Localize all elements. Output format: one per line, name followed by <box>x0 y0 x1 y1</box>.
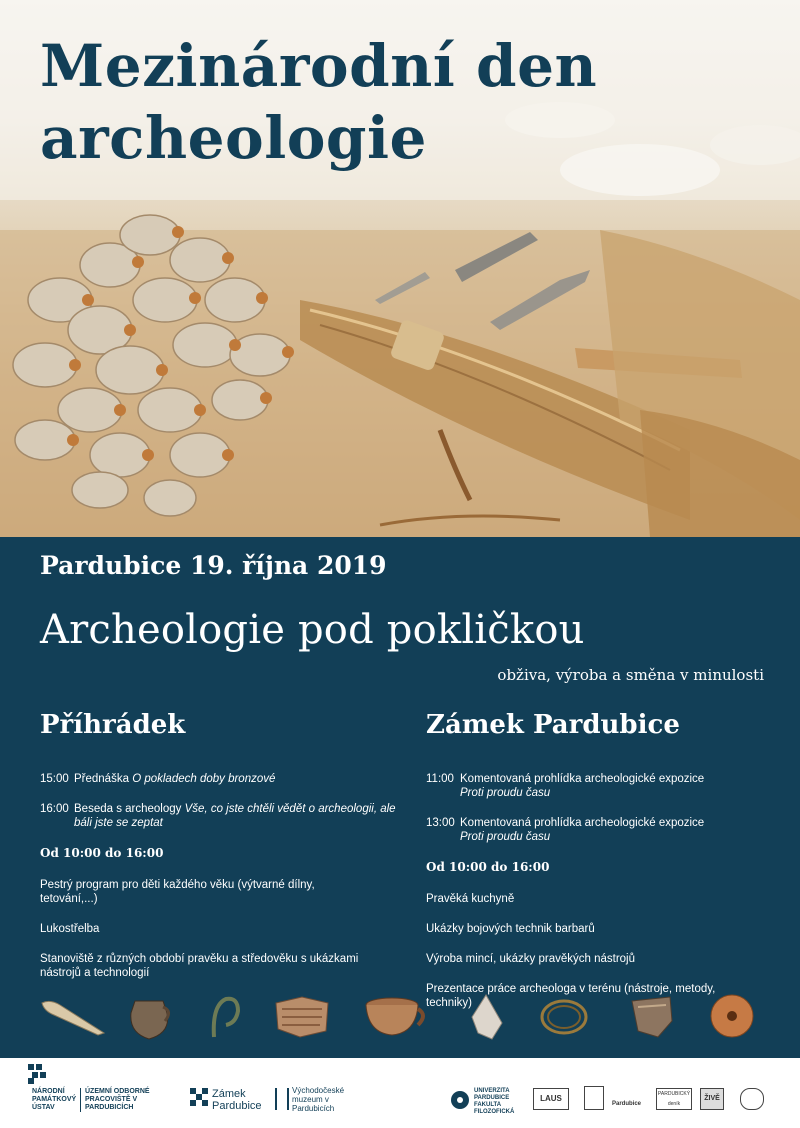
univerzita-logo-text: UNIVERZITA PARDUBICE FAKULTA FILOZOFICKÁ <box>474 1088 515 1115</box>
npu-logo-name: NÁRODNÍ PAMÁTKOVÝ ÚSTAV <box>32 1088 77 1111</box>
bronze-ring-artifact <box>208 993 244 1039</box>
activity-item: Ukázky bojových technik barbarů <box>426 923 595 935</box>
activity-item: Lukostřelba <box>40 923 100 935</box>
venue-prihradek <box>40 710 400 996</box>
flint-arrowhead-artifact <box>468 993 504 1041</box>
time-range: Od 10:00 do 16:00 <box>40 846 164 860</box>
program-item <box>40 772 400 786</box>
program-text: Přednáška <box>74 773 133 785</box>
muzeum-logo-text: Východočeské muzeum v Pardubicích <box>292 1086 345 1113</box>
partner-logos <box>0 1058 800 1128</box>
program-text: Komentovaná prohlídka archeologické expozice <box>460 773 705 785</box>
venue-heading: Zámek Pardubice <box>426 710 680 740</box>
clay-cup-artifact <box>362 993 428 1039</box>
activity-item: Pravěká kuchyně <box>426 893 515 905</box>
event-date-location: Pardubice 19. října 2019 <box>40 551 387 580</box>
program-time: 15:00 <box>40 773 69 785</box>
venue-zamek-pardubice <box>426 710 786 1026</box>
activity-item: Prezentace práce archeologa v terénu (nástroje, metody, techniky) <box>426 983 716 1009</box>
title-line-1: Mezinárodní den <box>40 32 598 100</box>
venue-heading: Příhrádek <box>40 710 186 740</box>
program-item <box>426 816 786 844</box>
artifacts-row <box>0 985 800 1050</box>
pottery-shard-artifact <box>272 993 332 1039</box>
program-time: 16:00 <box>40 803 69 815</box>
bone-point-artifact <box>40 997 106 1037</box>
program-title: O pokladech doby bronzové <box>132 773 276 785</box>
zamek-logo-text: Zámek Pardubice <box>212 1088 262 1112</box>
program-item <box>40 802 400 830</box>
poster-title <box>40 30 597 174</box>
program-title: Proti proudu času <box>460 831 551 843</box>
activity-item: Výroba mincí, ukázky pravěkých nástrojů <box>426 953 636 965</box>
pardubice-city-logo: Pardubice <box>612 1101 642 1107</box>
program-title: Proti proudu času <box>460 787 551 799</box>
time-range: Od 10:00 do 16:00 <box>426 860 550 874</box>
laus-logo: LAUS <box>533 1088 569 1110</box>
partner-emblem-icon <box>740 1088 764 1110</box>
clay-pot-artifact <box>125 993 173 1041</box>
program-item <box>426 772 786 800</box>
title-line-2: archeologie <box>40 104 427 172</box>
program-text: Beseda s archeology <box>74 803 185 815</box>
zamek-logo-icon <box>188 1086 210 1108</box>
decorated-shard-artifact <box>628 993 674 1039</box>
bronze-wire-artifact <box>538 993 590 1039</box>
program-time: 11:00 <box>426 773 454 785</box>
denik-logo: PARDUBICKÝ deník <box>656 1088 692 1110</box>
activity-item: Pestrý program pro děti každého věku (výtvarné dílny, tetování,...) <box>40 879 315 905</box>
program-text: Komentovaná prohlídka archeologické expozice <box>460 817 705 829</box>
program-time: 13:00 <box>426 817 455 829</box>
spindle-whorl-artifact <box>708 991 756 1041</box>
event-tagline: obživa, výroba a směna v minulosti <box>497 666 764 684</box>
activity-item: Stanoviště z různých období pravěku a středověku s ukázkami nástrojů a technologií <box>40 953 359 979</box>
npu-logo-icon <box>28 1064 50 1084</box>
npu-branch: ÚZEMNÍ ODBORNÉ PRACOVIŠTĚ V PARDUBICÍCH <box>80 1088 155 1112</box>
program-title: Vše, co jste chtěli vědět o archeologii, ale báli jste se zeptat <box>74 803 396 829</box>
event-title: Archeologie pod pokličkou <box>40 607 585 653</box>
zive-logo: ŽIVĚ <box>700 1088 724 1110</box>
univerzita-logo-icon <box>450 1090 470 1110</box>
crest-logo-icon <box>584 1086 604 1110</box>
muzeum-logo-icon <box>275 1088 289 1110</box>
hero-photo <box>0 0 800 537</box>
